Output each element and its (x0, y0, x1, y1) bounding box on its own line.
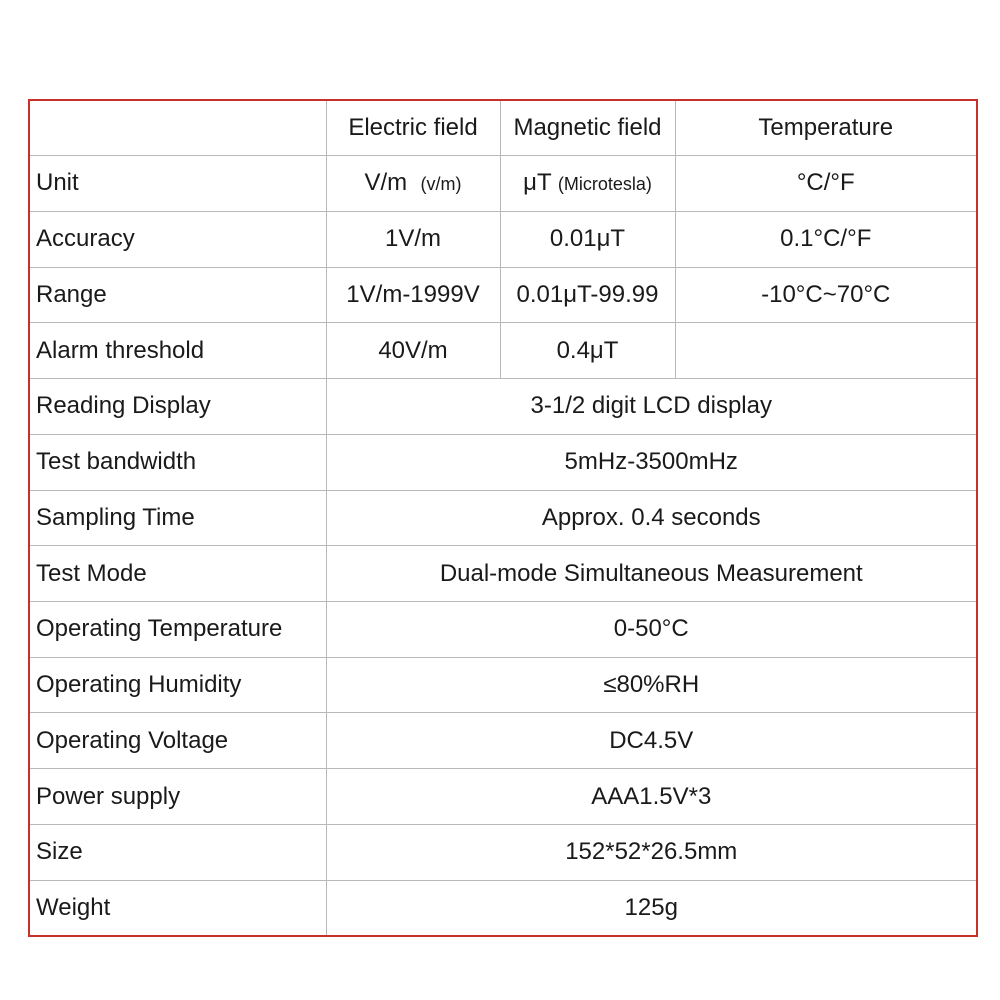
row-label: Operating Humidity (30, 657, 326, 713)
table-row (30, 379, 976, 435)
unit-electric-main: V/m (364, 169, 408, 197)
unit-temperature: °C/°F (675, 156, 976, 212)
row-value: 3-1/2 digit LCD display (326, 379, 976, 435)
header-row (30, 101, 976, 156)
row-label: Test bandwidth (30, 434, 326, 490)
row-label: Test Mode (30, 546, 326, 602)
row-label: Weight (30, 880, 326, 935)
row-label: Alarm threshold (30, 323, 326, 379)
row-value: 152*52*26.5mm (326, 824, 976, 880)
row-label: Operating Temperature (30, 602, 326, 658)
table-row (30, 211, 976, 267)
range-temperature: -10°C~70°C (675, 267, 976, 323)
header-empty-cell (30, 101, 326, 156)
table-row (30, 546, 976, 602)
row-label: Size (30, 824, 326, 880)
range-magnetic: 0.01μT-99.99 (500, 267, 675, 323)
row-label: Sampling Time (30, 490, 326, 546)
alarm-magnetic: 0.4μT (500, 323, 675, 379)
spec-table (30, 101, 976, 935)
unit-magnetic-main: μT (523, 169, 552, 197)
row-value: ≤80%RH (326, 657, 976, 713)
row-label: Power supply (30, 769, 326, 825)
table-row (30, 434, 976, 490)
header-temperature: Temperature (675, 101, 976, 156)
range-electric: 1V/m-1999V (326, 267, 500, 323)
row-value: Dual-mode Simultaneous Measurement (326, 546, 976, 602)
row-label: Unit (30, 156, 326, 212)
row-value: 125g (326, 880, 976, 935)
table-row (30, 880, 976, 935)
alarm-electric: 40V/m (326, 323, 500, 379)
table-row (30, 267, 976, 323)
table-row (30, 657, 976, 713)
header-magnetic-field: Magnetic field (500, 101, 675, 156)
accuracy-electric: 1V/m (326, 211, 500, 267)
row-label: Accuracy (30, 211, 326, 267)
unit-magnetic-cell (500, 156, 675, 212)
accuracy-temperature: 0.1°C/°F (675, 211, 976, 267)
table-row (30, 602, 976, 658)
unit-electric-cell (326, 156, 500, 212)
unit-magnetic-note: (Microtesla) (557, 174, 652, 195)
table-row (30, 490, 976, 546)
table-row (30, 156, 976, 212)
row-value: Approx. 0.4 seconds (326, 490, 976, 546)
row-value: 0-50°C (326, 602, 976, 658)
table-row (30, 824, 976, 880)
row-value: DC4.5V (326, 713, 976, 769)
unit-electric-note: (v/m) (420, 174, 462, 195)
accuracy-magnetic: 0.01μT (500, 211, 675, 267)
header-electric-field: Electric field (326, 101, 500, 156)
row-label: Reading Display (30, 379, 326, 435)
spec-table-frame (28, 99, 978, 937)
row-value: 5mHz-3500mHz (326, 434, 976, 490)
row-label: Range (30, 267, 326, 323)
alarm-temperature (675, 323, 976, 379)
row-value: AAA1.5V*3 (326, 769, 976, 825)
table-row (30, 323, 976, 379)
table-row (30, 769, 976, 825)
table-row (30, 713, 976, 769)
row-label: Operating Voltage (30, 713, 326, 769)
